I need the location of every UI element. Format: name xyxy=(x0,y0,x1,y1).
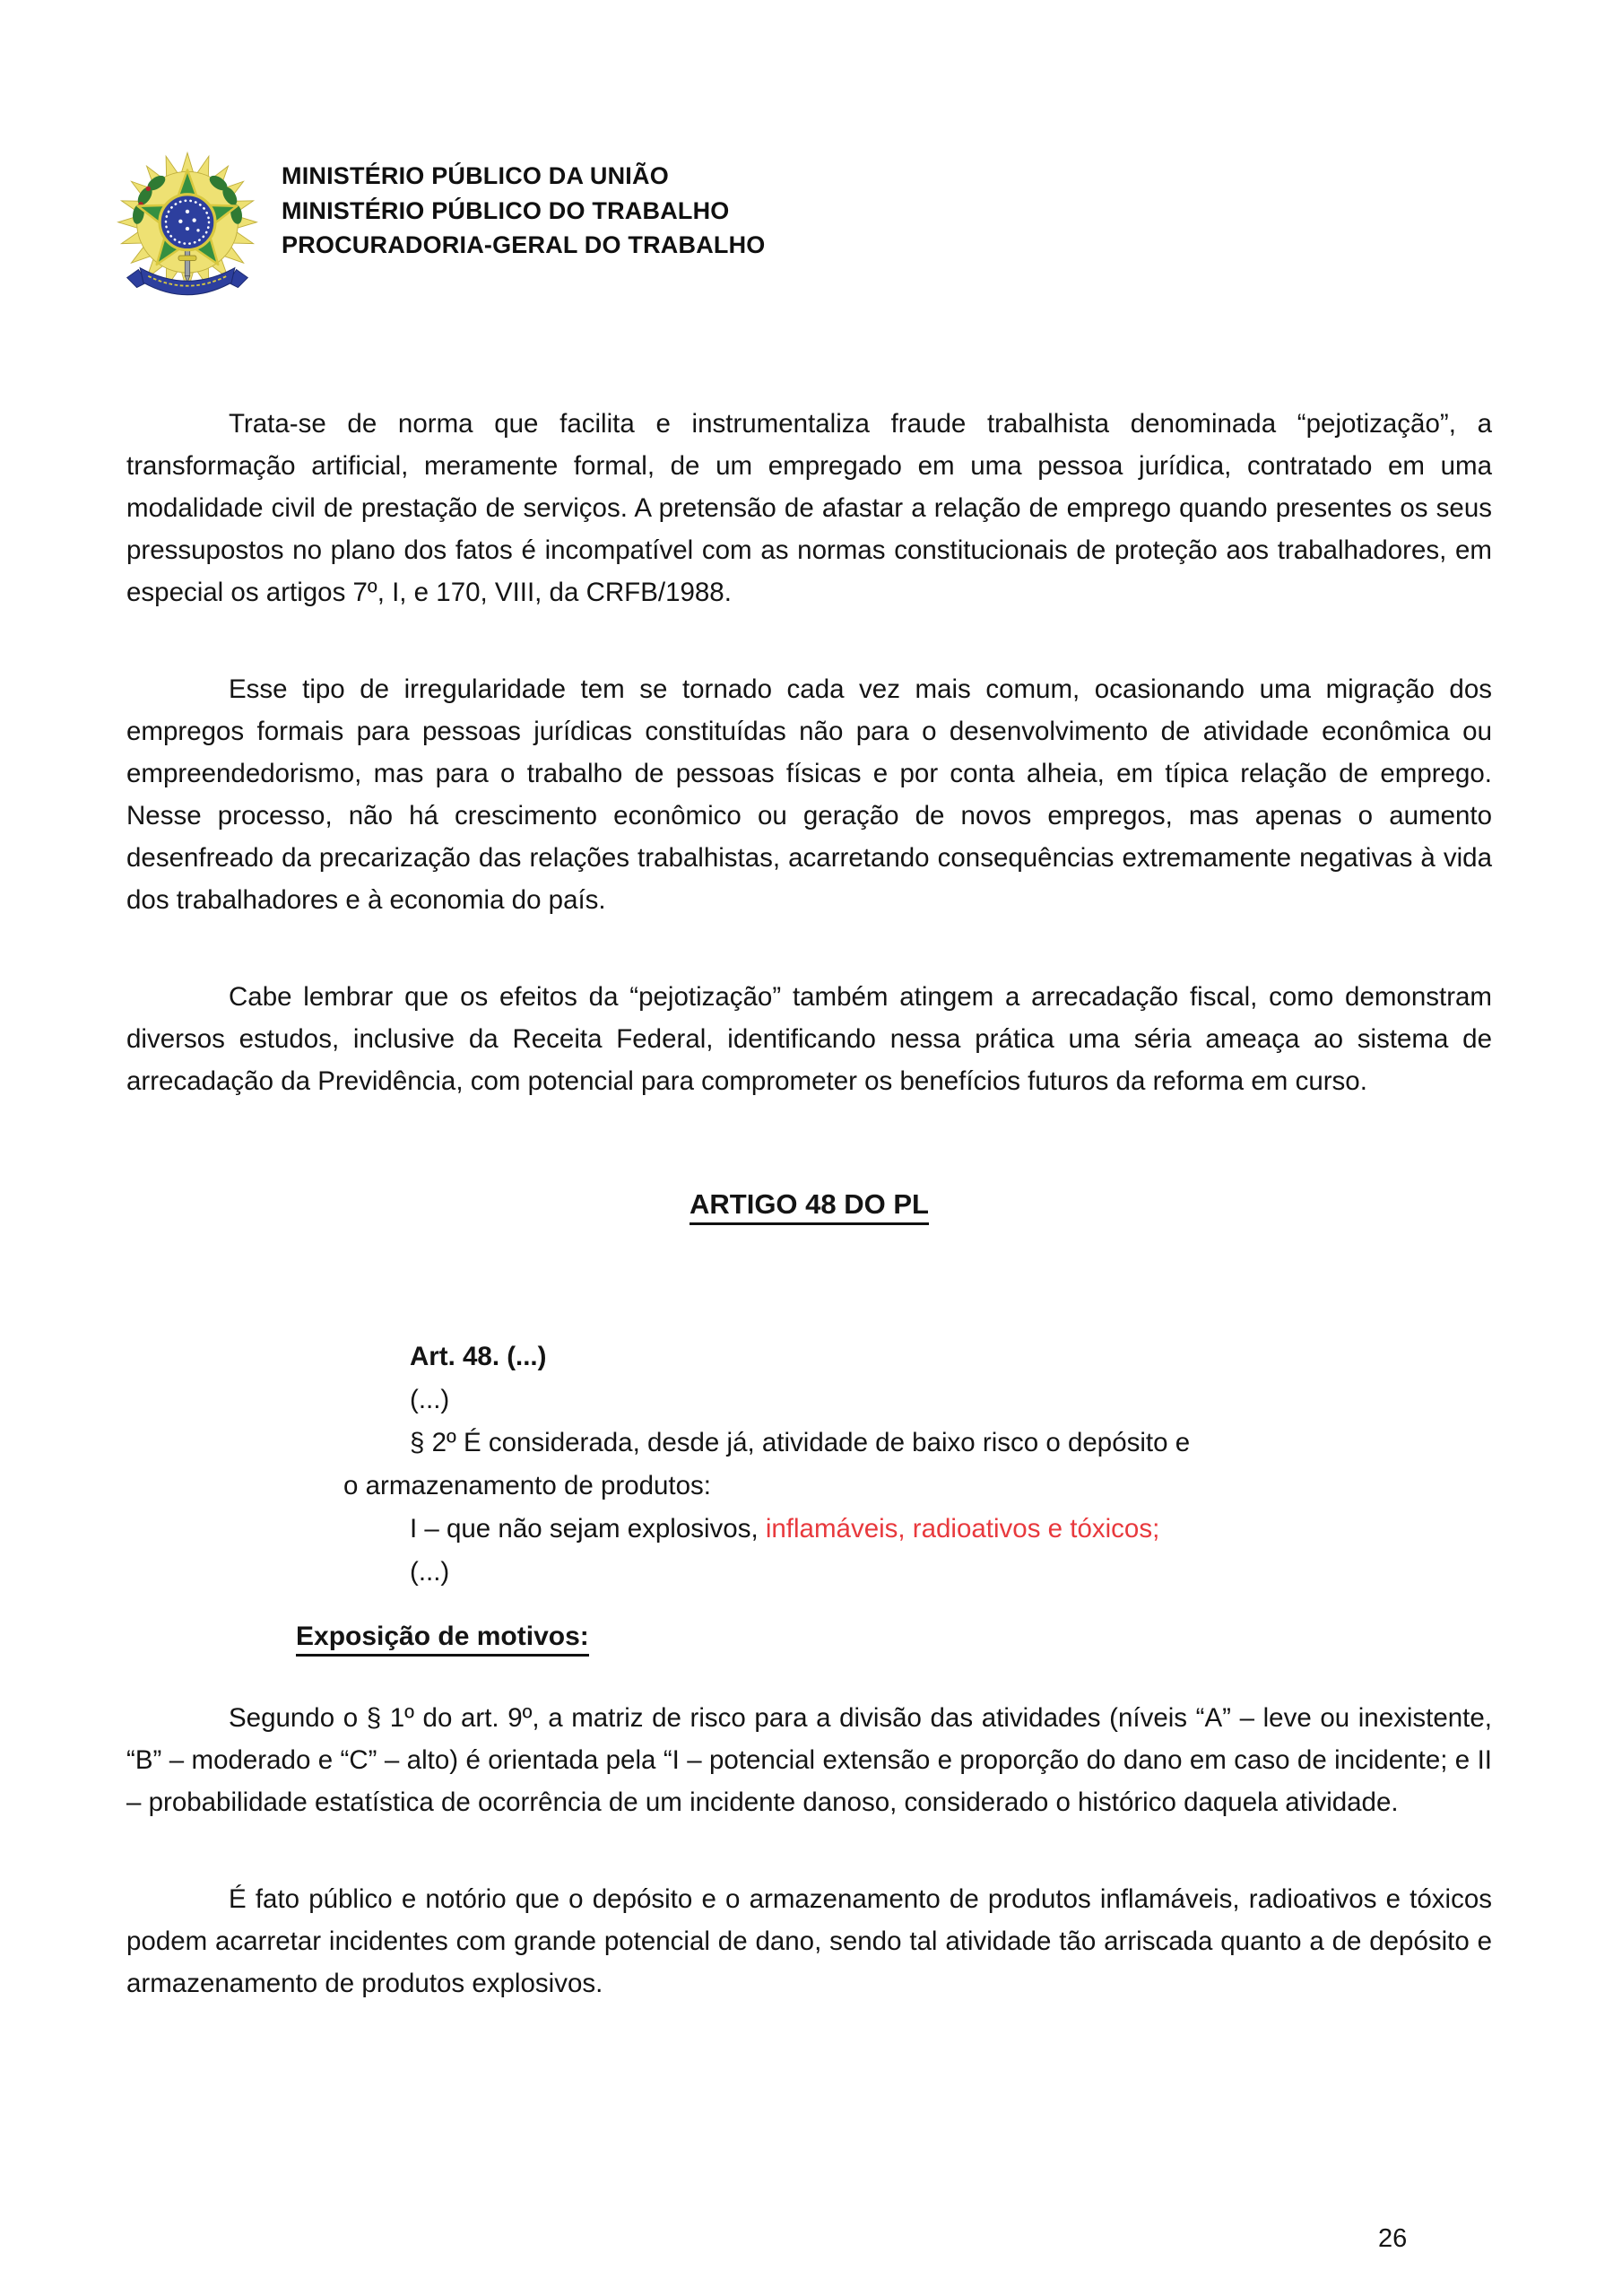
quote-paragraph-2-line-1: § 2º É considerada, desde já, atividade de baixo risco o depósito e xyxy=(410,1428,1191,1457)
article-quote-block xyxy=(343,1335,1492,1594)
org-line-2: MINISTÉRIO PÚBLICO DO TRABALHO xyxy=(282,196,730,224)
motivos-heading-text: Exposição de motivos: xyxy=(296,1622,589,1657)
page-number: 26 xyxy=(1378,2224,1408,2253)
quote-ellipsis: (...) xyxy=(410,1385,450,1414)
quote-item-i xyxy=(343,1508,1492,1551)
quote-ellipsis: (...) xyxy=(410,1557,450,1587)
paragraph: Segundo o § 1º do art. 9º, a matriz de risco para a divisão das atividades (níveis “A” – leve ou inexistente, “B” – moderado e “C” – alto) é orientada pela “I – potencial extensão e proporção do dano em caso de incidente; e II – probabilidade estatística de ocorrência de um incidente danoso, considerado o histórico daquela atividade. xyxy=(126,1703,1492,1817)
paragraph: Trata-se de norma que facilita e instrumentaliza fraude trabalhista denominada “pejotização”, a transformação artificial, meramente formal, de um empregado em uma pessoa jurídica, contratado em uma modalidade civil de prestação de serviços. A pretensão de afastar a relação de emprego quando presentes os seus pressupostos no plano dos fatos é incompatível com as normas constitucionais de proteção aos trabalhadores, em especial os artigos 7º, I, e 170, VIII, da CRFB/1988. xyxy=(126,409,1492,607)
paragraph: Esse tipo de irregularidade tem se tornado cada vez mais comum, ocasionando uma migração dos empregos formais para pessoas jurídicas constituídas não para o desenvolvimento de atividade econômica ou empreendedorismo, mas para o trabalho de pessoas físicas e por conta alheia, em típica relação de emprego. Nesse processo, não há crescimento econômico ou geração de novos empregos, mas apenas o aumento desenfreado da precarização das relações trabalhistas, acarretando consequências extremamente negativas à vida dos trabalhadores e à economia do país. xyxy=(126,674,1492,915)
quote-paragraph-2-line-2: o armazenamento de produtos: xyxy=(343,1471,711,1500)
motivos-heading xyxy=(296,1619,1492,1655)
org-line-1: MINISTÉRIO PÚBLICO DA UNIÃO xyxy=(282,162,669,189)
document-header xyxy=(282,159,766,263)
section-heading xyxy=(126,1187,1492,1222)
quote-item-i-text: I – que não sejam explosivos, xyxy=(410,1514,766,1544)
org-line-3: PROCURADORIA-GERAL DO TRABALHO xyxy=(282,231,766,258)
document-body xyxy=(126,403,1492,2059)
quote-article-number: Art. 48. (...) xyxy=(410,1342,547,1371)
coat-of-arms-icon xyxy=(106,147,269,310)
paragraph: Cabe lembrar que os efeitos da “pejotização” também atingem a arrecadação fiscal, como demonstram diversos estudos, inclusive da Receita Federal, identificando nessa prática uma séria ameaça ao sistema de arrecadação da Previdência, com potencial para comprometer os benefícios futuros da reforma em curso. xyxy=(126,982,1492,1096)
section-heading-text: ARTIGO 48 DO PL xyxy=(690,1188,929,1225)
quote-item-i-highlight: inflamáveis, radioativos e tóxicos; xyxy=(765,1514,1160,1544)
paragraph: É fato público e notório que o depósito e o armazenamento de produtos inflamáveis, radioativos e tóxicos podem acarretar incidentes com grande potencial de dano, sendo tal atividade tão arriscada quanto a de depósito e armazenamento de produtos explosivos. xyxy=(126,1884,1492,1998)
